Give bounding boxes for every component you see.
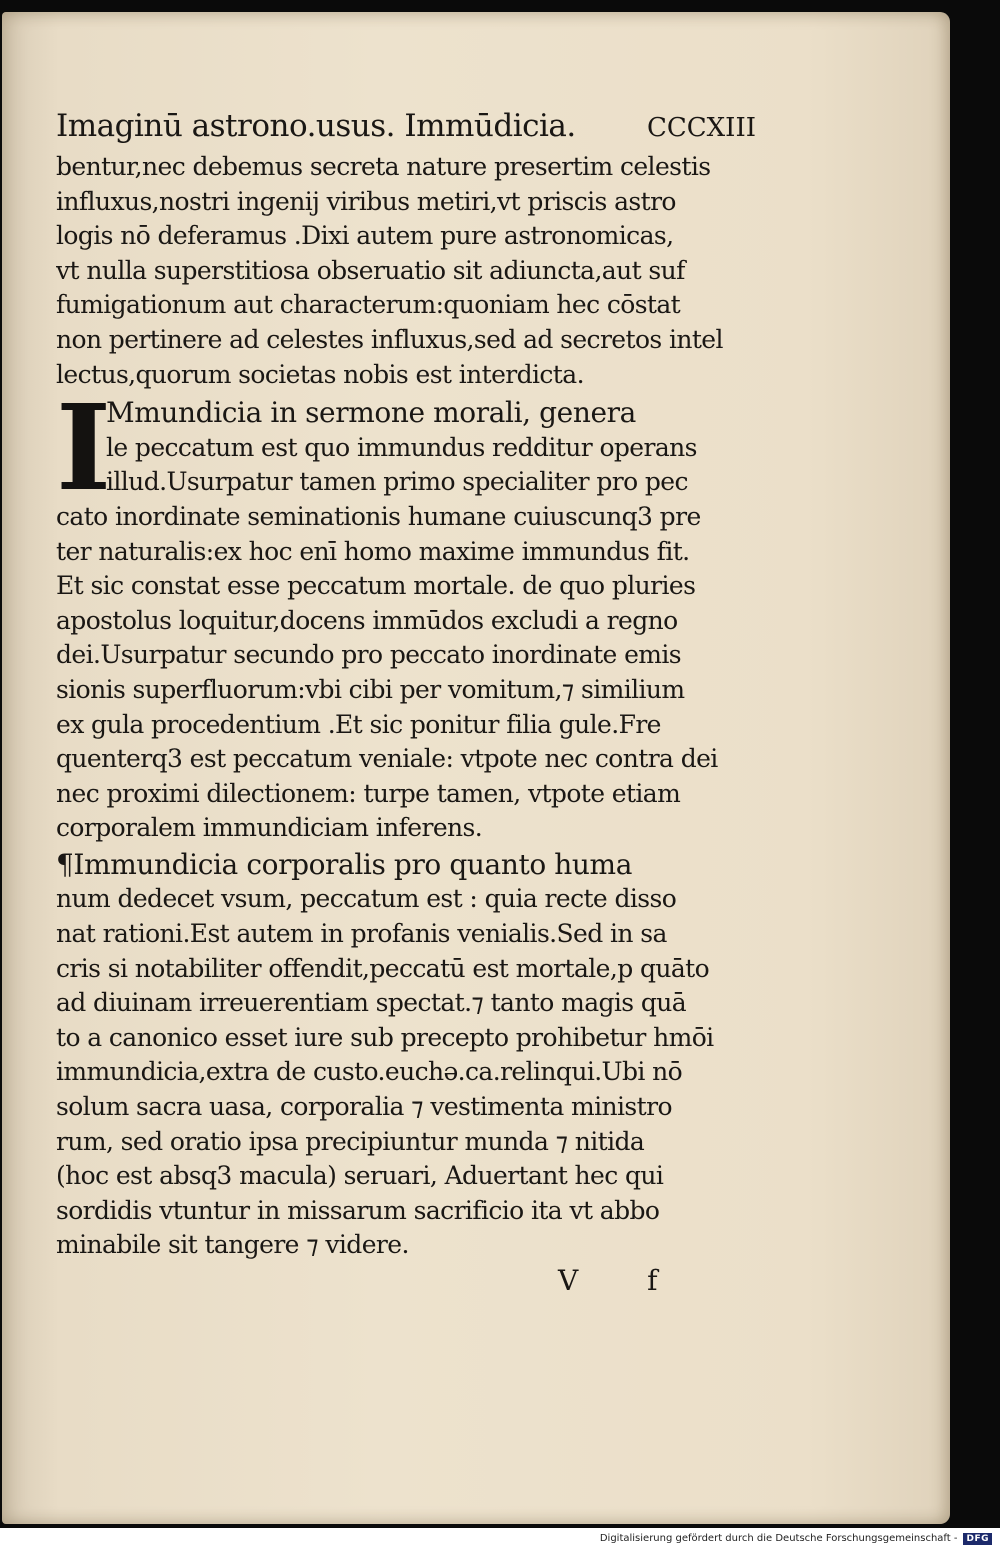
text-line: nec proximi dilectionem: turpe tamen, vtpote etiam bbox=[56, 778, 681, 808]
running-title: Imaginū astrono.usus. Immūdicia. bbox=[56, 108, 576, 144]
text-line: to a canonico esset iure sub precepto prohibetur hmōi bbox=[56, 1022, 714, 1052]
text-line: Mmundicia in sermone morali, genera bbox=[106, 396, 636, 430]
text-line: nat rationi.Est autem in profanis venialis.Sed in sa bbox=[56, 919, 667, 949]
text-line: cato inordinate seminationis humane cuiuscunq3 pre bbox=[56, 501, 701, 531]
text-line: rum, sed oratio ipsa precipiuntur munda ⁊ nitida bbox=[56, 1126, 645, 1156]
text-line: solum sacra uasa, corporalia ⁊ vestimenta ministro bbox=[56, 1092, 672, 1122]
text-line: sordidis vtuntur in missarum sacrificio ita vt abbo bbox=[56, 1195, 660, 1225]
text-line: ad diuinam irreuerentiam spectat.⁊ tanto magis quā bbox=[56, 988, 687, 1018]
text-line: lectus,quorum societas nobis est interdicta. bbox=[56, 359, 584, 389]
text-line: quenterq3 est peccatum veniale: vtpote nec contra dei bbox=[56, 744, 718, 774]
paragraph-immundicia bbox=[56, 378, 756, 846]
text-line: (hoc est absq3 macula) seruari, Aduertant hec qui bbox=[56, 1161, 664, 1191]
text-line: apostolus loquitur,docens immūdos excludi a regno bbox=[56, 605, 678, 635]
text-line: bentur,nec debemus secreta nature presertim celestis bbox=[56, 152, 711, 181]
text-line: minabile sit tangere ⁊ videre. bbox=[56, 1230, 409, 1260]
text-block bbox=[56, 108, 756, 1263]
text-line: immundicia,extra de custo.euchə.ca.relinqui.Ubi nō bbox=[56, 1057, 683, 1087]
text-line: corporalem immundiciam inferens. bbox=[56, 813, 483, 843]
drop-initial: I bbox=[56, 378, 112, 518]
funding-credit: Digitalisierung gefördert durch die Deutsche Forschungsgemeinschaft - bbox=[599, 1533, 958, 1544]
paragraph-astronomy bbox=[56, 150, 756, 392]
text-line: logis nō deferamus .Dixi autem pure astronomicas, bbox=[56, 221, 674, 251]
text-line: dei.Usurpatur secundo pro peccato inordinate emis bbox=[56, 640, 681, 670]
text-line: illud.Usurpatur tamen primo specialiter pro pec bbox=[106, 467, 688, 497]
text-line: sionis superfluorum:vbi cibi per vomitum,⁊ similium bbox=[56, 674, 685, 704]
text-line: le peccatum est quo immundus redditur operans bbox=[106, 432, 697, 462]
dfg-logo: DFG bbox=[963, 1533, 992, 1545]
digitization-footer bbox=[0, 1528, 1000, 1549]
text-line: cris si notabiliter offendit,peccatū est mortale,p quāto bbox=[56, 953, 710, 983]
text-line: Et sic constat esse peccatum mortale. de quo pluries bbox=[56, 571, 696, 601]
paragraph-immundicia-corporalis bbox=[56, 848, 756, 1263]
text-line: ex gula procedentium .Et sic ponitur filia gule.Fre bbox=[56, 709, 661, 739]
text-line: non pertinere ad celestes influxus,sed ad secretos intel bbox=[56, 324, 723, 354]
running-header bbox=[56, 108, 756, 148]
text-line: ¶Immundicia corporalis pro quanto huma bbox=[56, 847, 632, 881]
text-line: fumigationum aut characterum:quoniam hec cōstat bbox=[56, 290, 681, 320]
folio-number: CCCXIII bbox=[646, 113, 756, 143]
text-line: vt nulla superstitiosa obseruatio sit adiuncta,aut suf bbox=[56, 255, 685, 285]
text-line: ter naturalis:ex hoc enī homo maxime immundus fit. bbox=[56, 536, 690, 566]
text-line: influxus,nostri ingenij viribus metiri,vt priscis astro bbox=[56, 186, 676, 216]
book-page bbox=[2, 12, 950, 1524]
text-line: num dedecet vsum, peccatum est : quia recte disso bbox=[56, 884, 677, 914]
signature-mark: V f bbox=[558, 1264, 658, 1297]
